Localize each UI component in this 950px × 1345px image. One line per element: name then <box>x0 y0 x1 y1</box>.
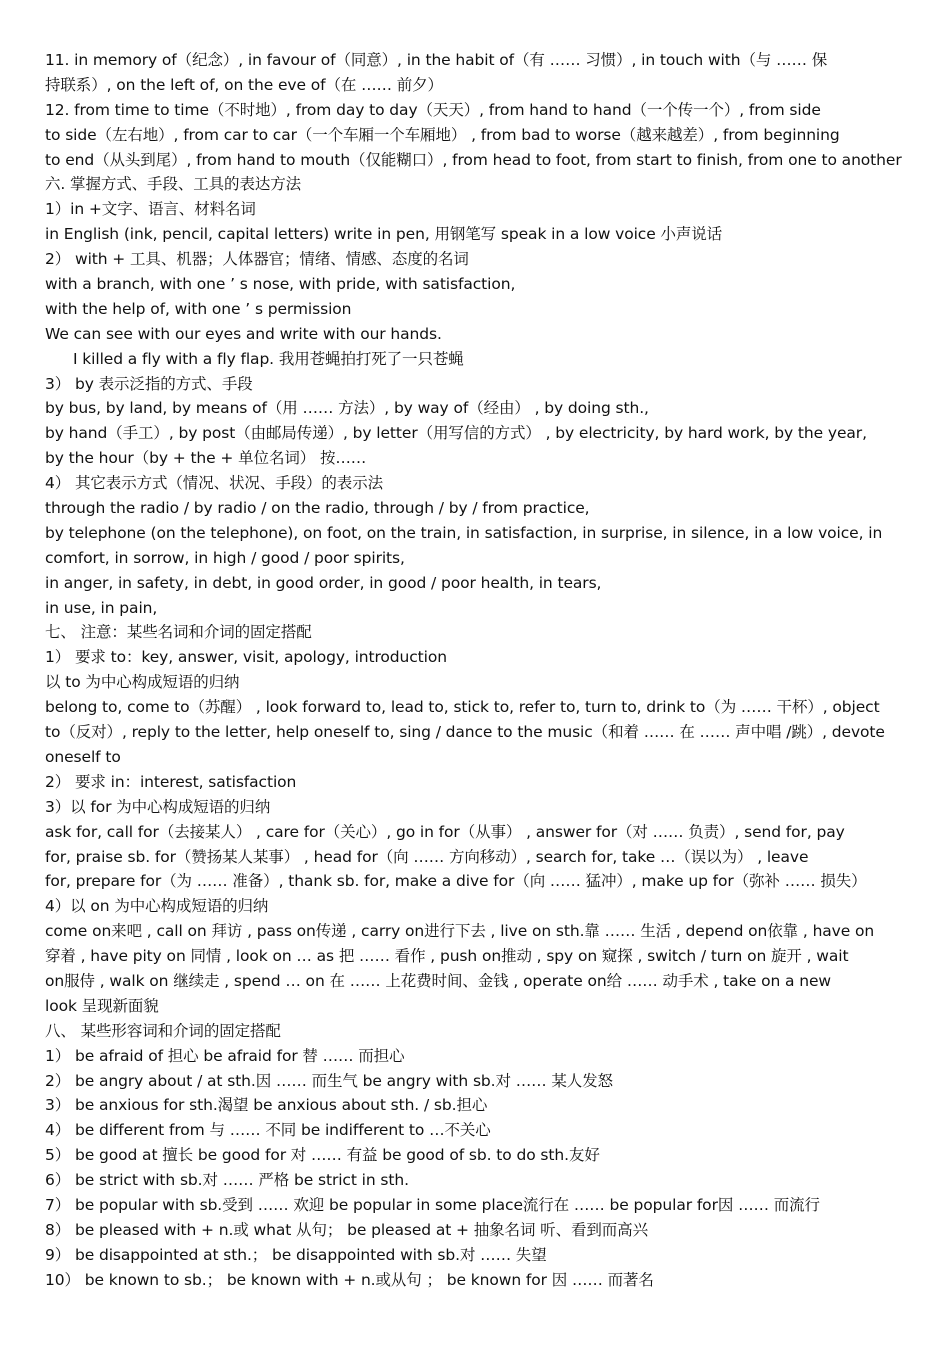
section-heading: 六. 掌握方式、手段、工具的表达方法 <box>45 175 302 194</box>
text-line: to（反对）, reply to the letter, help oneself to, sing / dance to the music（和着 …… 在 …… 声中唱 /跳）, devote <box>45 723 885 742</box>
subsection-heading: 1） 要求 to：key, answer, visit, apology, introduction <box>45 648 447 667</box>
text-line: 11. in memory of（纪念）, in favour of（同意）, in the habit of（有 …… 习惯）, in touch with（与 …… 保 <box>45 51 828 69</box>
text-line: for, prepare for（为 …… 准备）, thank sb. for, make a dive for（向 …… 猛冲）, make up for（弥补 …… 损失） <box>45 872 867 891</box>
list-item: 5） be good at 擅长 be good for 对 …… 有益 be good of sb. to do sth.友好 <box>45 1146 600 1165</box>
list-item: 10） be known to sb.； be known with + n.或从句 ； be known for 因 …… 而著名 <box>45 1270 654 1289</box>
text-line: in anger, in safety, in debt, in good order, in good / poor health, in tears, <box>45 573 602 592</box>
list-item: 8） be pleased with + n.或 what 从句； be pleased at + 抽象名词 听、看到而高兴 <box>45 1220 648 1239</box>
document-page <box>45 48 913 1293</box>
text-line: look 呈现新面貌 <box>45 996 159 1015</box>
text-line: in use, in pain, <box>45 598 158 617</box>
subsection-heading: 3） by 表示泛指的方式、手段 <box>45 374 253 393</box>
text-line: 12. from time to time（不时地）, from day to day（天天）, from hand to hand（一个传一个）, from side <box>45 100 821 119</box>
text-line: in English (ink, pencil, capital letters) write in pen, 用钢笔写 speak in a low voice 小声说话 <box>45 225 723 244</box>
text-line: oneself to <box>45 747 121 766</box>
text-line: with the help of, with one ’ s permission <box>45 299 352 318</box>
subsection-heading: 2） with + 工具、机器；人体器官；情绪、情感、态度的名词 <box>45 250 469 269</box>
example-sentence: I killed a fly with a fly flap. 我用苍蝇拍打死了一只苍蝇 <box>73 349 464 368</box>
text-line: We can see with our eyes and write with our hands. <box>45 324 442 343</box>
text-line: with a branch, with one ’ s nose, with pride, with satisfaction, <box>45 275 516 294</box>
list-item: 7） be popular with sb.受到 …… 欢迎 be popular in some place流行在 …… be popular for因 …… 而流行 <box>45 1195 820 1214</box>
text-line: 以 to 为中心构成短语的归纳 <box>45 673 240 692</box>
text-line: belong to, come to（苏醒） , look forward to, lead to, stick to, refer to, turn to, drink to（为 …… 干杯）, object <box>45 698 880 717</box>
text-line: to end（从头到尾）, from hand to mouth（仅能糊口）, from head to foot, from start to finish, from one to another <box>45 150 902 169</box>
section-heading: 八、 某些形容词和介词的固定搭配 <box>45 1021 281 1040</box>
subsection-heading: 2） 要求 in：interest, satisfaction <box>45 772 297 791</box>
list-item: 4） be different from 与 …… 不同 be indifferent to …不关心 <box>45 1121 491 1140</box>
text-line: on服侍 , walk on 继续走 , spend … on 在 …… 上花费时间、金钱 , operate on给 …… 动手术 , take on a new <box>45 971 831 990</box>
text-line: ask for, call for（去接某人） , care for（关心）, go in for（从事） , answer for（对 …… 负责）, send for, pay <box>45 822 845 841</box>
list-item: 1） be afraid of 担心 be afraid for 替 …… 而担心 <box>45 1046 405 1065</box>
section-heading: 七、 注意：某些名词和介词的固定搭配 <box>45 623 312 642</box>
subsection-heading: 4） 其它表示方式（情况、状况、手段）的表示法 <box>45 474 383 493</box>
text-line: to side（左右地）, from car to car（一个车厢一个车厢地） , from bad to worse（越来越差）, from beginning <box>45 125 840 144</box>
text-line: 持联系）, on the left of, on the eve of（在 …… 前夕） <box>45 75 443 94</box>
list-item: 2） be angry about / at sth.因 …… 而生气 be angry with sb.对 …… 某人发怒 <box>45 1071 613 1090</box>
text-line: by the hour（by + the + 单位名词） 按…… <box>45 449 367 468</box>
text-line: by telephone (on the telephone), on foot, on the train, in satisfaction, in surprise, in silence, in a low voice, in <box>45 523 883 542</box>
subsection-heading: 4）以 on 为中心构成短语的归纳 <box>45 897 269 916</box>
text-line: comfort, in sorrow, in high / good / poor spirits, <box>45 548 405 567</box>
subsection-heading: 1）in +文字、语言、材料名词 <box>45 200 256 219</box>
list-item: 9） be disappointed at sth.； be disappointed with sb.对 …… 失望 <box>45 1245 547 1264</box>
text-line: by bus, by land, by means of（用 …… 方法）, by way of（经由） , by doing sth., <box>45 399 649 418</box>
list-item: 3） be anxious for sth.渴望 be anxious about sth. / sb.担心 <box>45 1096 488 1115</box>
text-line: by hand（手工）, by post（由邮局传递）, by letter（用写信的方式） , by electricity, by hard work, by the year, <box>45 424 867 443</box>
text-line: through the radio / by radio / on the radio, through / by / from practice, <box>45 499 590 518</box>
text-line: 穿着 , have pity on 同情 , look on … as 把 …… 看作 , push on推动 , spy on 窥探 , switch / turn on 旋开 , wait <box>45 947 849 966</box>
list-item: 6） be strict with sb.对 …… 严格 be strict in sth. <box>45 1171 409 1190</box>
subsection-heading: 3）以 for 为中心构成短语的归纳 <box>45 797 271 816</box>
text-line: come on来吧 , call on 拜访 , pass on传递 , carry on进行下去 , live on sth.靠 …… 生活 , depend on依靠 , have on <box>45 922 875 941</box>
text-line: for, praise sb. for（赞扬某人某事） , head for（向 …… 方向移动）, search for, take …（误以为） , leave <box>45 847 809 866</box>
